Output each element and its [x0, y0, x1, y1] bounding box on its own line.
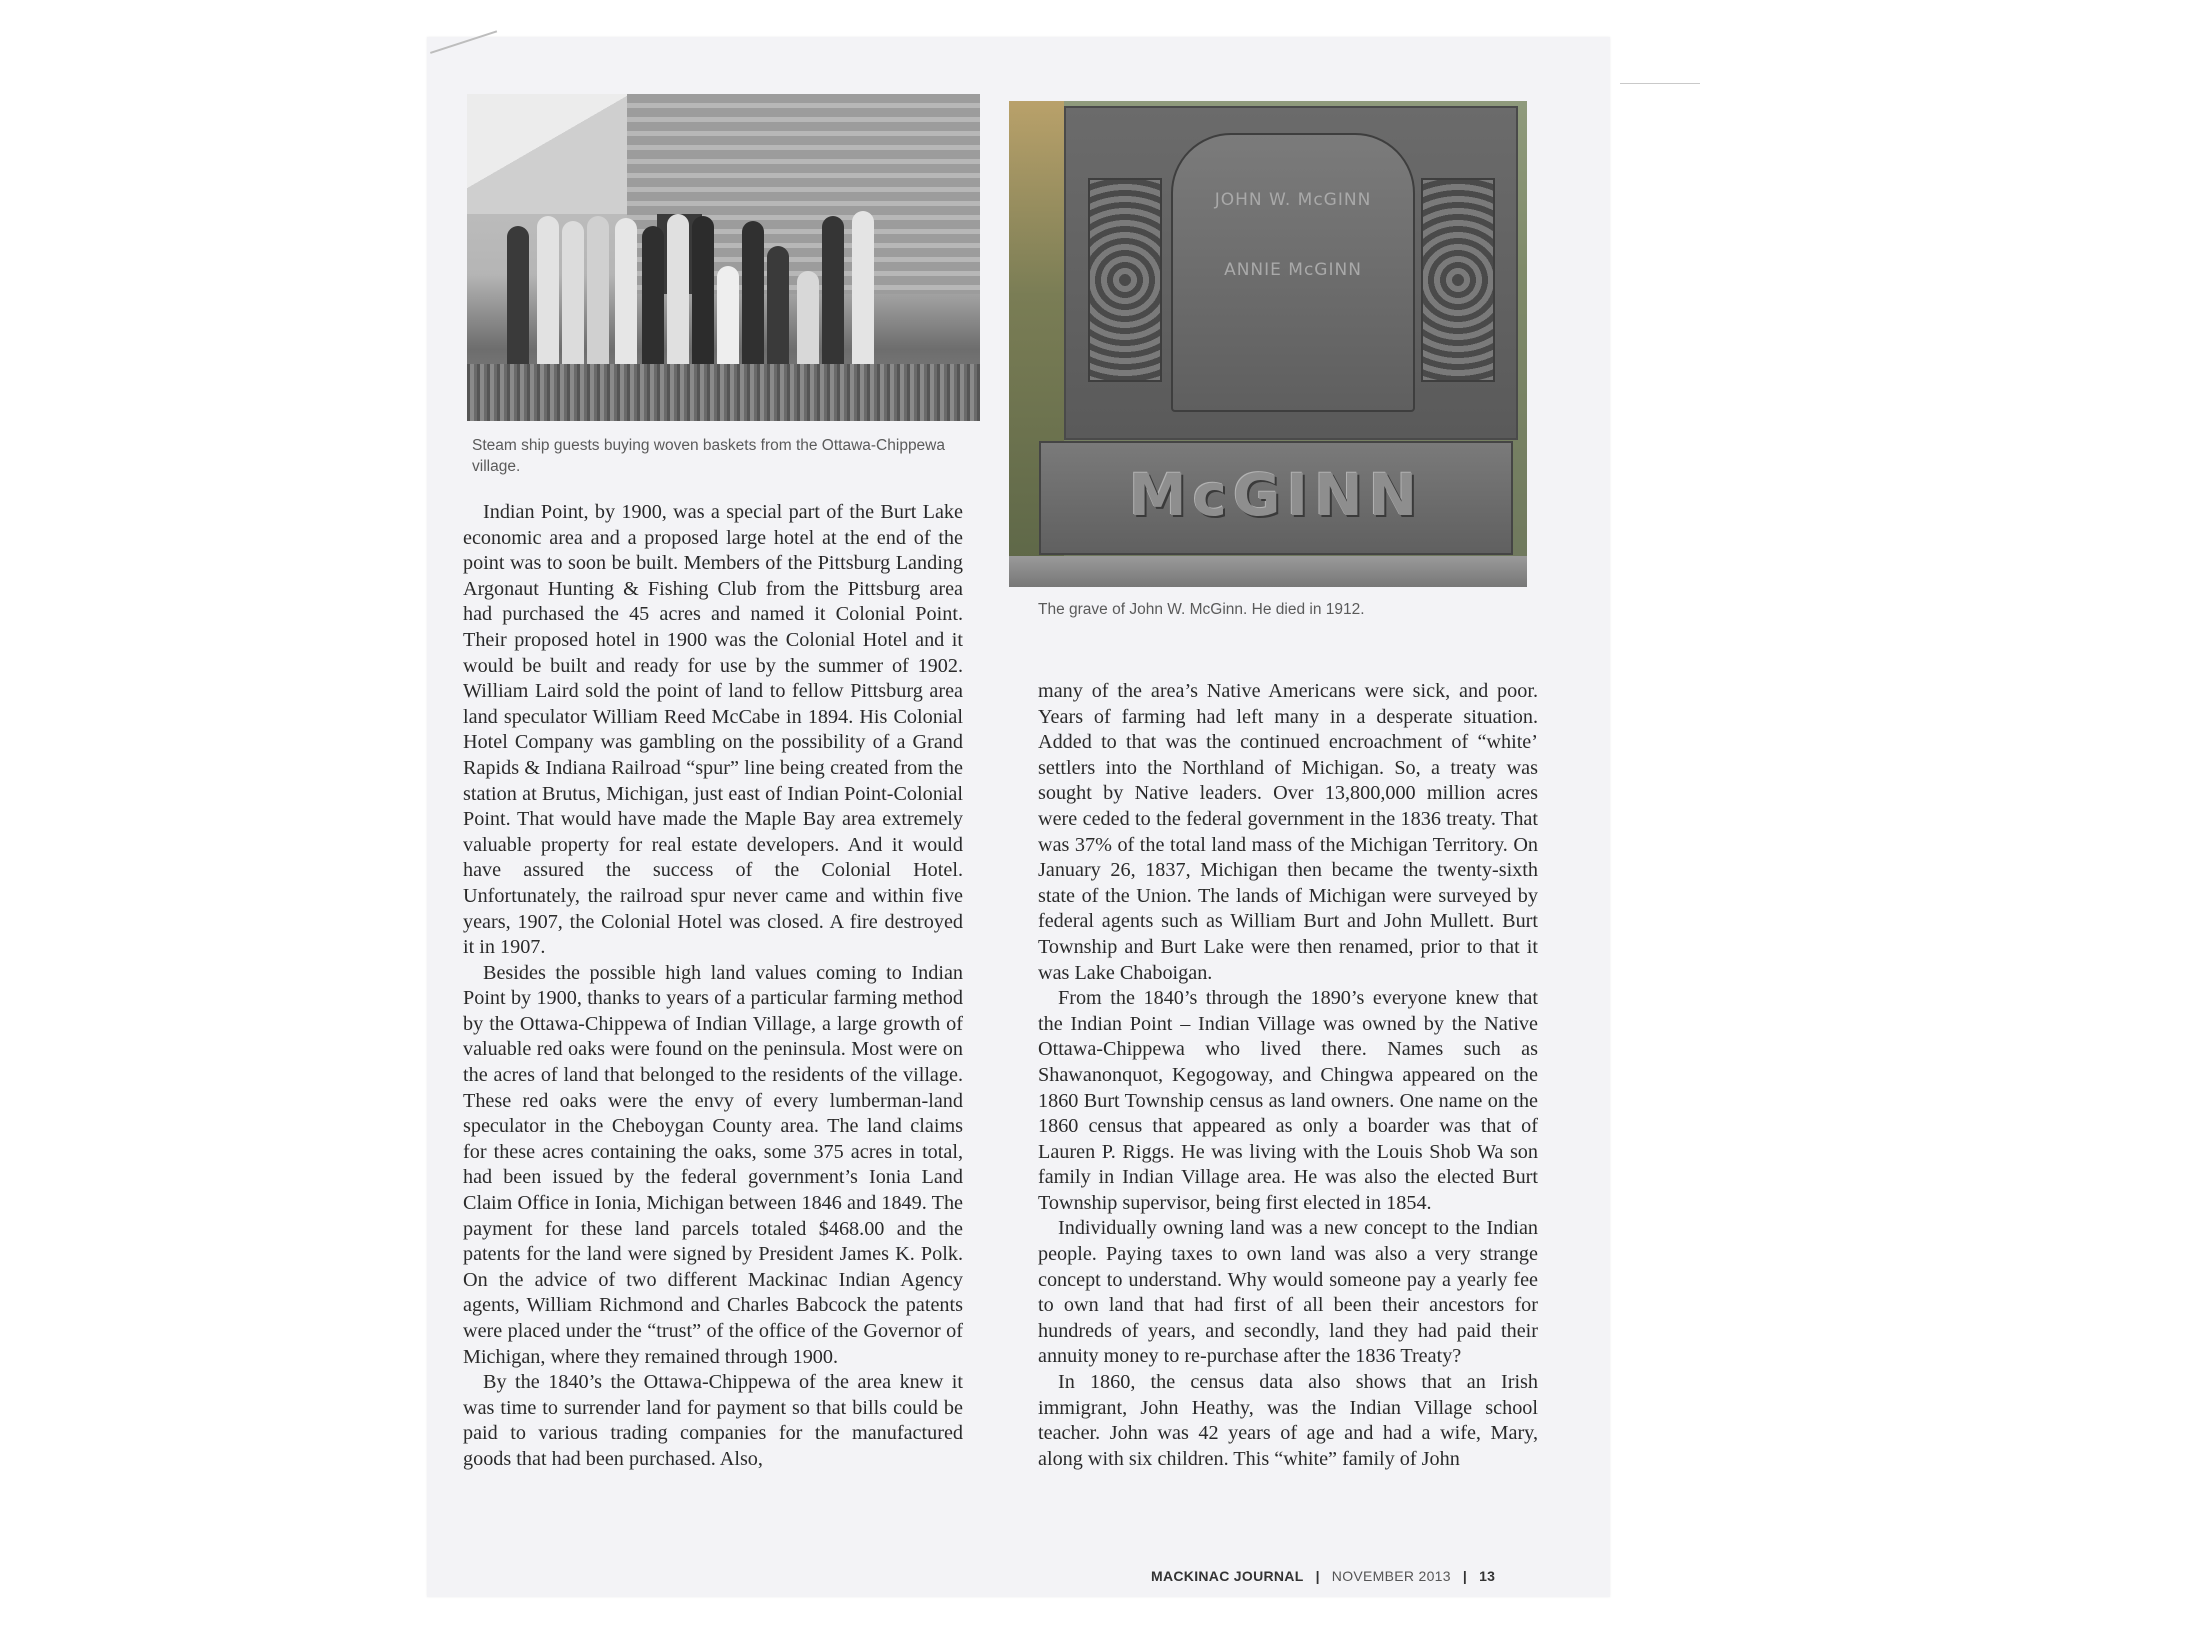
publication-name: MACKINAC JOURNAL [1151, 1568, 1304, 1584]
photo-person [717, 266, 739, 366]
basket-photo-caption: Steam ship guests buying woven baskets from the Ottawa-Chippewa village. [472, 437, 945, 475]
article-paragraph: By the 1840’s the Ottawa-Chippewa of the area knew it was time to surrender land for payment so that bills could be paid to various trading companies for the manufactured goods that had been purchased. Also, [463, 1371, 963, 1470]
grave-photo [1009, 101, 1527, 587]
issue-date: NOVEMBER 2013 [1331, 1568, 1451, 1584]
photo-person [642, 226, 664, 366]
article-paragraph: many of the area’s Native Americans were sick, and poor. Years of farming had left many in a desperate situation. Added to that was the continued encroachment of “white’ settlers into the Northland of Michigan. So, a treaty was sought by Native leaders. Over 13,800,000 million acres were ceded to the federal government in the 1836 treaty. That was 37% of the total land mass of the Michigan Territory. On January 26, 1837, Michigan then became the twenty-sixth state of the Union. The lands of Michigan were surveyed by federal agents such as William Burt and John Mullett. Burt Township and Burt Lake were then renamed, prior to that it was Lake Chaboigan. [1038, 680, 1538, 984]
photo-person [537, 216, 559, 366]
basket-photo [467, 94, 980, 421]
headstone-inscription: JOHN W. McGINN [1214, 190, 1372, 210]
headstone-foot [1009, 556, 1527, 587]
article-paragraph: Indian Point, by 1900, was a special part of the Burt Lake economic area and a proposed large hotel at the end of the point was to soon be built. Members of the Pittsburg Landing Argonaut Hunting & Fishing Club from the Pittsburg area had purchased the 45 acres and named it Colonial Point. Their proposed hotel in 1900 was the Colonial Hotel and it would be built and ready for use by the summer of 1902. William Laird sold the point of land to fellow Pittsburg area land speculator William Reed McCabe in 1894. His Colonial Hotel Company was gambling on the possibility of a Grand Rapids & Indiana Railroad “spur” line being created from the station at Brutus, Michigan, just east of Indian Point-Colonial Point. That would have made the Maple Bay area extremely valuable property for real estate developers. And it would have assured the success of the Colonial Hotel. Unfortunately, the railroad spur never came and within five years, 1907, the Colonial Hotel was closed. A fire destroyed it in 1907. [463, 501, 963, 959]
headstone-base [1039, 441, 1513, 555]
article-paragraph: In 1860, the census data also shows that an Irish immigrant, John Heathy, was the Indian Village school teacher. John was 42 years of age and had a wife, Mary, along with six children. This “white” family of John [1038, 1371, 1538, 1470]
photo-person [562, 221, 584, 366]
photo-ground [467, 364, 980, 421]
headstone-carving-right [1421, 178, 1495, 382]
photo-person [742, 221, 764, 366]
article-paragraph: Besides the possible high land values coming to Indian Point by 1900, thanks to years of a particular farming method by the Ottawa-Chippewa of Indian Village, a large growth of valuable red oaks were found on the peninsula. Most were on the acres of land that belonged to the residents of the village. These red oaks were the envy of every lumberman-land speculator in the Cheboygan County area. The land claims for these acres containing the oaks, some 375 acres in total, had been issued by the federal government’s Ionia Land Claim Office in Ionia, Michigan between 1846 and 1849. The payment for these land parcels totaled $468.00 and the patents for the land were signed by President James K. Polk. On the advice of two different Mackinac Indian Agency agents, William Richmond and Charles Babcock the patents were placed under the “trust” of the office of the Governor of Michigan, where they remained through 1900. [463, 961, 963, 1368]
footer-separator: | [1462, 1568, 1468, 1584]
headstone-inscription: ANNIE McGINN [1224, 260, 1362, 280]
photo-person [667, 214, 689, 366]
article-left-column [463, 500, 963, 1473]
photo-person [822, 216, 844, 366]
headstone-carving-left [1088, 178, 1162, 382]
photo-person [692, 216, 714, 366]
photo-person [767, 246, 789, 366]
page-number: 13 [1479, 1568, 1496, 1584]
article-paragraph: From the 1840’s through the 1890’s everyone knew that the Indian Point – Indian Village was owned by the Native Ottawa-Chippewa who lived there. Names such as Shawanonquot, Kegogoway, and Chingwa appeared on the 1860 Burt Township census as land owners. One name on the 1860 census that appeared as only a boarder was that of Lauren P. Riggs. He was living with the Louis Shob Wa son family in Indian Village area. He was also the elected Burt Township supervisor, being first elected in 1854. [1038, 987, 1538, 1214]
photo-person [797, 271, 819, 366]
photo-person [852, 211, 874, 366]
footer-separator: | [1315, 1568, 1320, 1584]
photo-person [615, 218, 637, 366]
photo-person [507, 226, 529, 366]
headstone [1064, 106, 1518, 440]
page-edge-line [1620, 83, 1700, 84]
grave-photo-caption: The grave of John W. McGinn. He died in 1912. [1038, 601, 1365, 618]
article-paragraph: Individually owning land was a new concept to the Indian people. Paying taxes to own land was also a very strange concept to understand. Why would someone pay a yearly fee to own land that had first of all been their ancestors for hundreds of years, and secondly, land they had paid their annuity money to re-purchase after the 1836 Treaty? [1038, 1217, 1538, 1368]
photo-person [587, 216, 609, 366]
article-right-column [1038, 679, 1538, 1472]
headstone-tablet [1171, 133, 1415, 412]
headstone-name: McGINN [1128, 461, 1424, 529]
page-footer [1151, 1568, 1495, 1584]
